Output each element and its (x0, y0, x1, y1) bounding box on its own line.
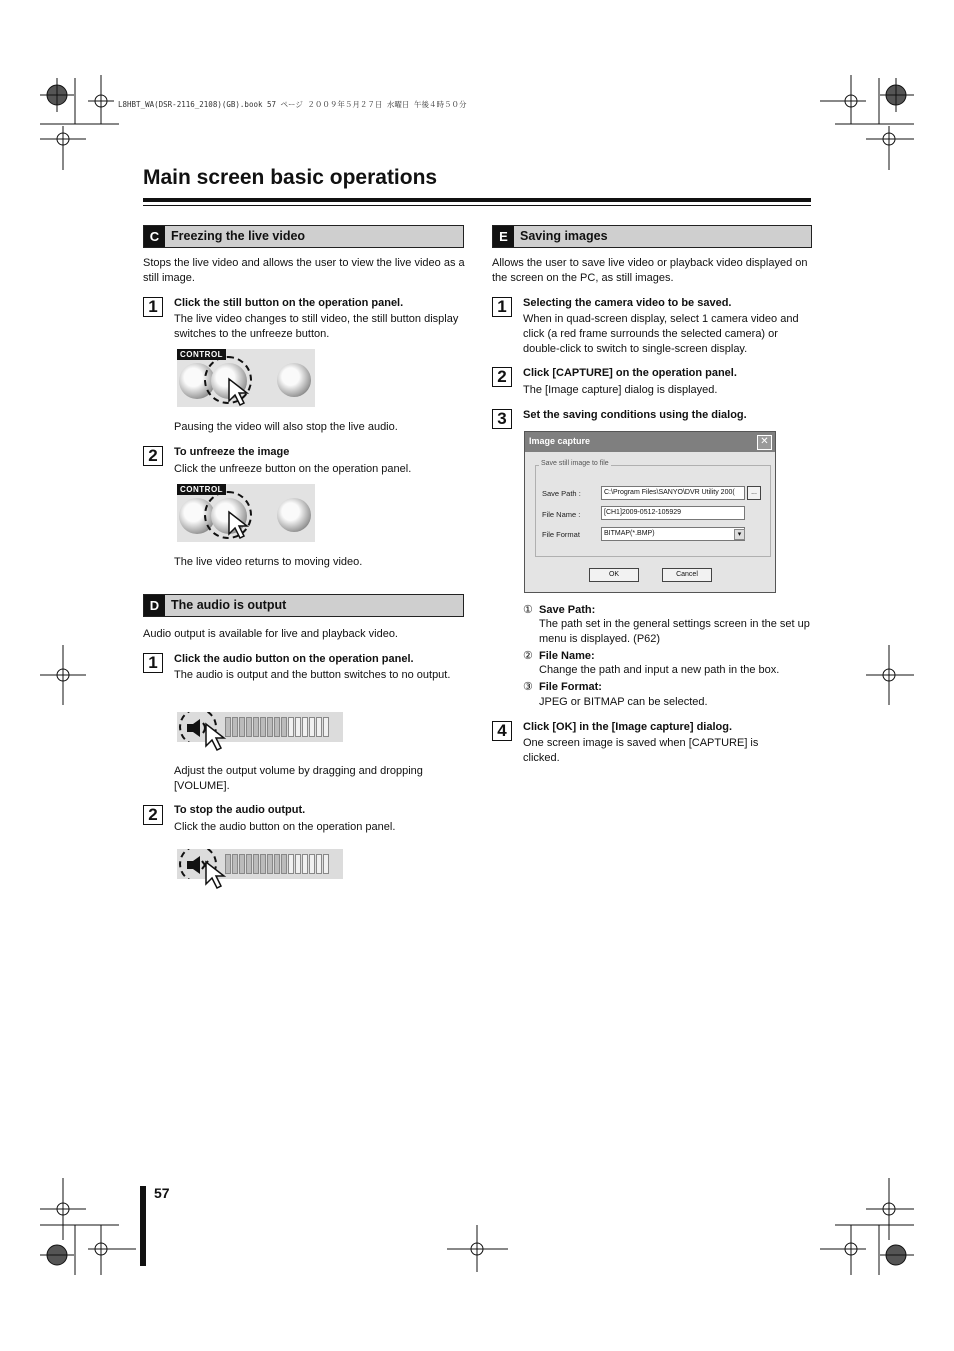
step-note: The live video returns to moving video. (174, 556, 363, 568)
section-d-intro: Audio output is available for live and playback video. (143, 628, 398, 640)
section-c-intro: Stops the live video and allows the user to view the live video as a still image. (143, 257, 465, 284)
save-path-label: Save Path : (542, 489, 581, 498)
section-e-header (492, 225, 812, 248)
title-rule (143, 198, 811, 202)
section-e-intro: Allows the user to save live video or playback video displayed on the screen on the PC, as still images. (492, 257, 808, 284)
image-capture-dialog (524, 431, 776, 593)
browse-button[interactable]: ... (747, 486, 761, 500)
step-text: When in quad-screen display, select 1 camera video and click (a red frame surrounds the selected camera) or double-click to switch to single-screen display. (523, 313, 799, 355)
step-title: Click the still button on the operation panel. (174, 297, 404, 309)
file-name-label: File Name : (542, 510, 581, 519)
item-text: The path set in the general settings screen in the set up menu is displayed. (P62) (539, 618, 810, 645)
section-d-header (143, 594, 464, 617)
item-number: ① (523, 604, 533, 616)
title-rule-thin (143, 205, 811, 206)
item-number: ② (523, 650, 533, 662)
item-title: File Name: (539, 650, 595, 662)
section-letter: E (493, 226, 514, 247)
cursor-icon (204, 722, 230, 752)
step-title: To unfreeze the image (174, 446, 290, 458)
item-text: JPEG or BITMAP can be selected. (539, 696, 708, 708)
page-number: 57 (154, 1185, 170, 1201)
file-format-label: File Format (542, 530, 580, 539)
step-number: 3 (492, 409, 512, 429)
section-title: Saving images (520, 229, 608, 243)
volume-bars (225, 854, 329, 874)
file-name-field[interactable]: [CH1]2009-0512-105929 (601, 506, 745, 520)
dialog-title: Image capture (529, 436, 591, 446)
save-path-field[interactable]: C:\Program Files\SANYO\DVR Utility 200( (601, 486, 745, 500)
section-letter: C (144, 226, 165, 247)
cursor-icon (227, 510, 253, 540)
step-text: The live video changes to still video, the still button display switches to the unfreeze button. (174, 313, 459, 340)
section-title: Freezing the live video (171, 229, 306, 243)
step-title: Set the saving conditions using the dialog. (523, 409, 747, 421)
print-header: L8HBT_WA(DSR-2116_2108)(GB).book 57 ページ ２００９年５月２７日 水曜日 午後４時５０分 (118, 100, 467, 109)
item-title: File Format: (539, 681, 602, 693)
item-title: Save Path: (539, 604, 596, 616)
close-icon[interactable]: ✕ (757, 435, 772, 450)
item-number: ③ (523, 681, 533, 693)
control-label: CONTROL (177, 349, 226, 360)
step-number: 1 (492, 297, 512, 317)
ok-button[interactable]: OK (589, 568, 639, 582)
item-text: Change the path and input a new path in the box. (539, 664, 780, 676)
group-label: Save still image to file (541, 460, 609, 467)
step-note: Pausing the video will also stop the live audio. (174, 421, 398, 433)
cursor-icon (204, 860, 230, 890)
step-text: One screen image is saved when [CAPTURE] is clicked. (523, 737, 759, 764)
audio-mute-image (177, 849, 343, 879)
section-letter: D (144, 595, 165, 616)
next-button-icon (277, 498, 311, 532)
cursor-icon (227, 377, 253, 407)
page-title: Main screen basic operations (143, 166, 438, 189)
volume-bars (225, 717, 329, 737)
page-number-bar (140, 1186, 146, 1266)
file-format-select[interactable]: BITMAP(*.BMP) (601, 527, 745, 541)
step-title: Click [CAPTURE] on the operation panel. (523, 367, 737, 379)
step-text: The [Image capture] dialog is displayed. (523, 384, 718, 396)
dialog-titlebar (525, 432, 775, 452)
step-text: The audio is output and the button switches to no output. (174, 669, 451, 681)
step-number: 1 (143, 653, 163, 673)
step-number: 2 (492, 367, 512, 387)
step-title: To stop the audio output. (174, 804, 306, 816)
control-label: CONTROL (177, 484, 226, 495)
next-button-icon (277, 363, 311, 397)
section-title: The audio is output (171, 598, 287, 612)
step-note: Adjust the output volume by dragging and dropping [VOLUME]. (174, 765, 423, 792)
cancel-button[interactable]: Cancel (662, 568, 712, 582)
step-text: Click the unfreeze button on the operation panel. (174, 463, 412, 475)
step-number: 2 (143, 805, 163, 825)
section-c-header (143, 225, 464, 248)
control-panel-unfreeze-image (177, 484, 315, 542)
step-text: Click the audio button on the operation panel. (174, 821, 396, 833)
step-title: Click the audio button on the operation panel. (174, 653, 414, 665)
step-number: 2 (143, 446, 163, 466)
control-panel-still-image (177, 349, 315, 407)
step-number: 4 (492, 721, 512, 741)
step-title: Click [OK] in the [Image capture] dialog. (523, 721, 733, 733)
audio-volume-image (177, 712, 343, 742)
step-number: 1 (143, 297, 163, 317)
chevron-down-icon: ▾ (734, 529, 745, 540)
step-title: Selecting the camera video to be saved. (523, 297, 732, 309)
